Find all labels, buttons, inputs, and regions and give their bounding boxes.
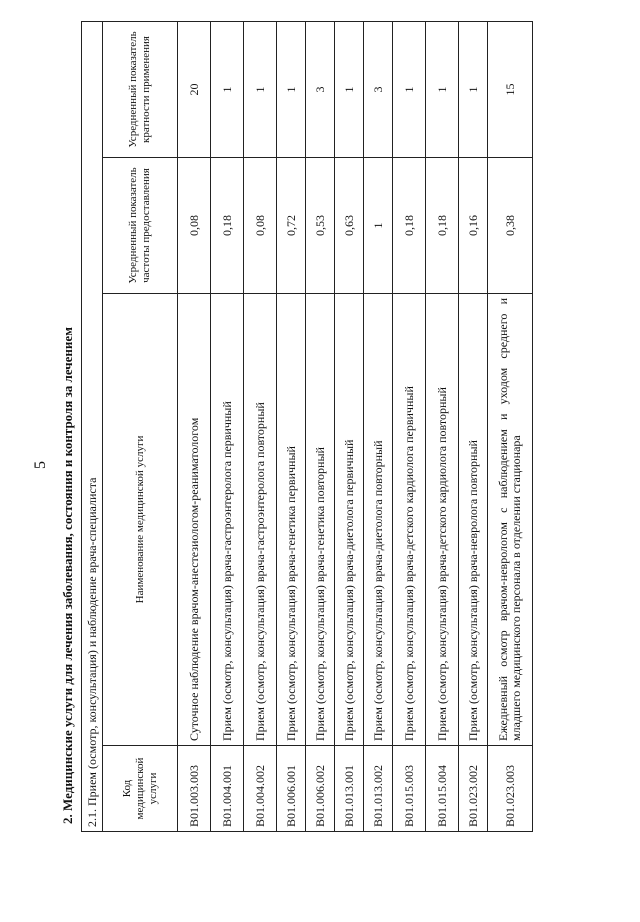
frequency-value: 0,16: [459, 158, 488, 294]
service-code: B01.015.004: [426, 746, 459, 832]
multiplicity-value: 1: [426, 21, 459, 157]
multiplicity-value: 15: [488, 21, 533, 157]
table-row: [244, 21, 277, 831]
header-multiplicity: Усредненный показатель кратности применения: [103, 21, 178, 157]
multiplicity-value: 1: [277, 21, 306, 157]
header-row: [103, 21, 178, 831]
table-row: [459, 21, 488, 831]
service-code: B01.006.001: [277, 746, 306, 832]
service-name: Прием (осмотр, консультация) врача-генетика первичный: [277, 294, 306, 746]
frequency-value: 0,63: [335, 158, 364, 294]
table-row: [364, 21, 393, 831]
frequency-value: 0,08: [178, 158, 211, 294]
service-code: B01.013.001: [335, 746, 364, 832]
table-row: [211, 21, 244, 831]
multiplicity-value: 3: [364, 21, 393, 157]
service-code: B01.013.002: [364, 746, 393, 832]
service-name: Прием (осмотр, консультация) врача-гастроэнтеролога повторный: [244, 294, 277, 746]
service-name: Прием (осмотр, консультация) врача-невролога повторный: [459, 294, 488, 746]
table-row: [393, 21, 426, 831]
frequency-value: 0,38: [488, 158, 533, 294]
table-row: [277, 21, 306, 831]
subsection-row: [82, 21, 103, 831]
frequency-value: 0,53: [306, 158, 335, 294]
section-title: 2. Медицинские услуги для лечения заболевания, состояния и контроля за лечением: [60, 326, 75, 824]
multiplicity-value: 1: [459, 21, 488, 157]
frequency-value: 0,18: [211, 158, 244, 294]
frequency-value: 0,18: [426, 158, 459, 294]
service-name: Прием (осмотр, консультация) врача-диетолога повторный: [364, 294, 393, 746]
subsection-title: 2.1. Прием (осмотр, консультация) и наблюдение врача-специалиста: [82, 21, 103, 831]
service-code: B01.023.003: [488, 746, 533, 832]
multiplicity-value: 1: [211, 21, 244, 157]
table-row: [488, 21, 533, 831]
service-code: B01.004.001: [211, 746, 244, 832]
service-name: Суточное наблюдение врачом-анестезиологом-реаниматологом: [178, 294, 211, 746]
table-row: [335, 21, 364, 831]
multiplicity-value: 3: [306, 21, 335, 157]
multiplicity-value: 1: [244, 21, 277, 157]
frequency-value: 0,72: [277, 158, 306, 294]
service-name: Прием (осмотр, консультация) врача-детского кардиолога первичный: [393, 294, 426, 746]
service-name: Прием (осмотр, консультация) врача-гастроэнтеролога первичный: [211, 294, 244, 746]
service-name: Прием (осмотр, консультация) врача-диетолога первичный: [335, 294, 364, 746]
service-code: B01.004.002: [244, 746, 277, 832]
frequency-value: 0,18: [393, 158, 426, 294]
service-name: Ежедневный осмотр врачом-неврологом с наблюдением и уходом среднего и младшего медицинского персонала в отделении стационара: [488, 294, 533, 746]
multiplicity-value: 1: [335, 21, 364, 157]
header-name: Наименование медицинской услуги: [103, 294, 178, 746]
table-row: [306, 21, 335, 831]
table-row: [178, 21, 211, 831]
header-code: Код медицинской услуги: [103, 746, 178, 832]
header-frequency: Усредненный показатель частоты предоставления: [103, 158, 178, 294]
frequency-value: 0,08: [244, 158, 277, 294]
page-number: 5: [32, 461, 49, 469]
service-code: B01.023.002: [459, 746, 488, 832]
service-code: B01.003.003: [178, 746, 211, 832]
multiplicity-value: 20: [178, 21, 211, 157]
multiplicity-value: 1: [393, 21, 426, 157]
service-code: B01.015.003: [393, 746, 426, 832]
table-row: [426, 21, 459, 831]
service-name: Прием (осмотр, консультация) врача-детского кардиолога повторный: [426, 294, 459, 746]
service-name: Прием (осмотр, консультация) врача-генетика повторный: [306, 294, 335, 746]
service-code: B01.006.002: [306, 746, 335, 832]
frequency-value: 1: [364, 158, 393, 294]
services-table: [81, 21, 533, 832]
